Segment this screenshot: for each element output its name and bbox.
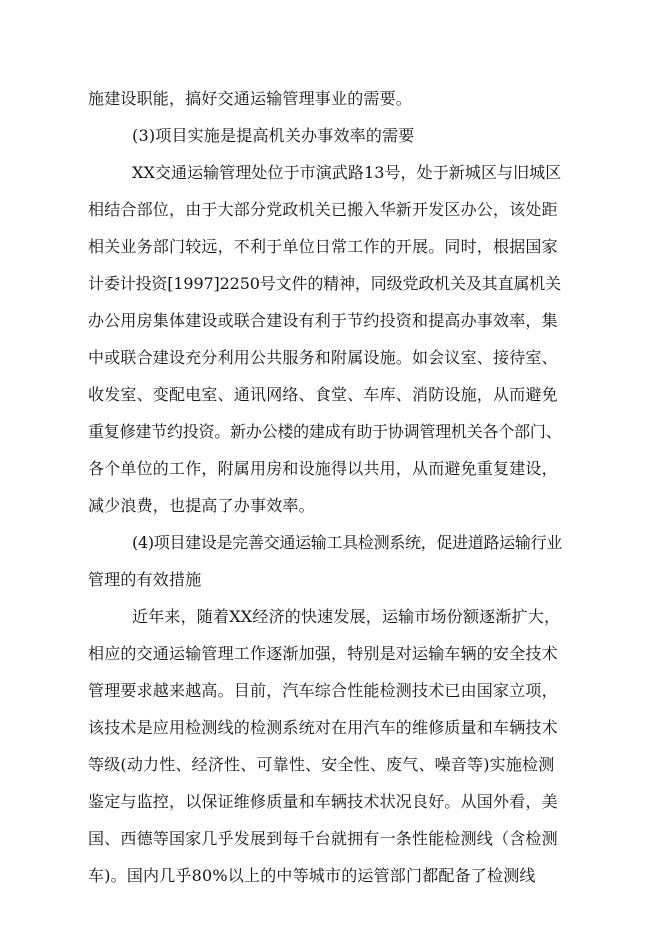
text-line: 管理要求越来越高。目前，汽车综合性能检测技术已由国家立项， [88, 681, 558, 700]
body-text [88, 80, 563, 894]
text-line: (3)项目实施是提高机关办事效率的需要 [132, 126, 415, 145]
text-line: 等级(动力性、经济性、可靠性、安全性、废气、噪音等)实施检测 [88, 755, 555, 774]
text-line: 中或联合建设充分利用公共服务和附属设施。如会议室、接待室、 [88, 348, 558, 367]
text-line: 相应的交通运输管理工作逐渐加强，特别是对运输车辆的安全技术 [88, 644, 558, 663]
text-line: 管理的有效措施 [88, 570, 202, 589]
text-line: 减少浪费，也提高了办事效率。 [88, 496, 315, 515]
text-line: 施建设职能，搞好交通运输管理事业的需要。 [88, 89, 413, 108]
text-line: 各个单位的工作，附属用房和设施得以共用，从而避免重复建设， [88, 459, 558, 478]
text-line: 近年来，随着XX经济的快速发展，运输市场份额逐渐扩大， [132, 607, 561, 626]
text-line: 该技术是应用检测线的检测系统对在用汽车的维修质量和车辆技术 [88, 718, 558, 737]
text-line: 计委计投资[1997]2250号文件的精神，同级党政机关及其直属机关 [88, 274, 562, 293]
text-line: 国、西德等国家几乎发展到每千台就拥有一条性能检测线（含检测 [88, 829, 558, 848]
text-line: 办公用房集体建设或联合建设有利于节约投资和提高办事效率，集 [88, 311, 558, 330]
text-line: 车)。国内几乎80%以上的中等城市的运管部门都配备了检测线 [88, 866, 536, 885]
text-line: (4)项目建设是完善交通运输工具检测系统，促进道路运输行业 [132, 533, 563, 552]
text-line: 鉴定与监控，以保证维修质量和车辆技术状况良好。从国外看，美 [88, 792, 558, 811]
text-line: 相结合部位，由于大部分党政机关已搬入华新开发区办公，该处距 [88, 200, 558, 219]
text-line: 重复修建节约投资。新办公楼的建成有助于协调管理机关各个部门、 [88, 422, 562, 441]
text-line: 收发室、变配电室、通讯网络、食堂、车库、消防设施，从而避免 [88, 385, 558, 404]
text-line: 相关业务部门较远，不利于单位日常工作的开展。同时，根据国家 [88, 237, 558, 256]
text-line: XX交通运输管理处位于市演武路13号，处于新城区与旧城区 [132, 163, 562, 182]
